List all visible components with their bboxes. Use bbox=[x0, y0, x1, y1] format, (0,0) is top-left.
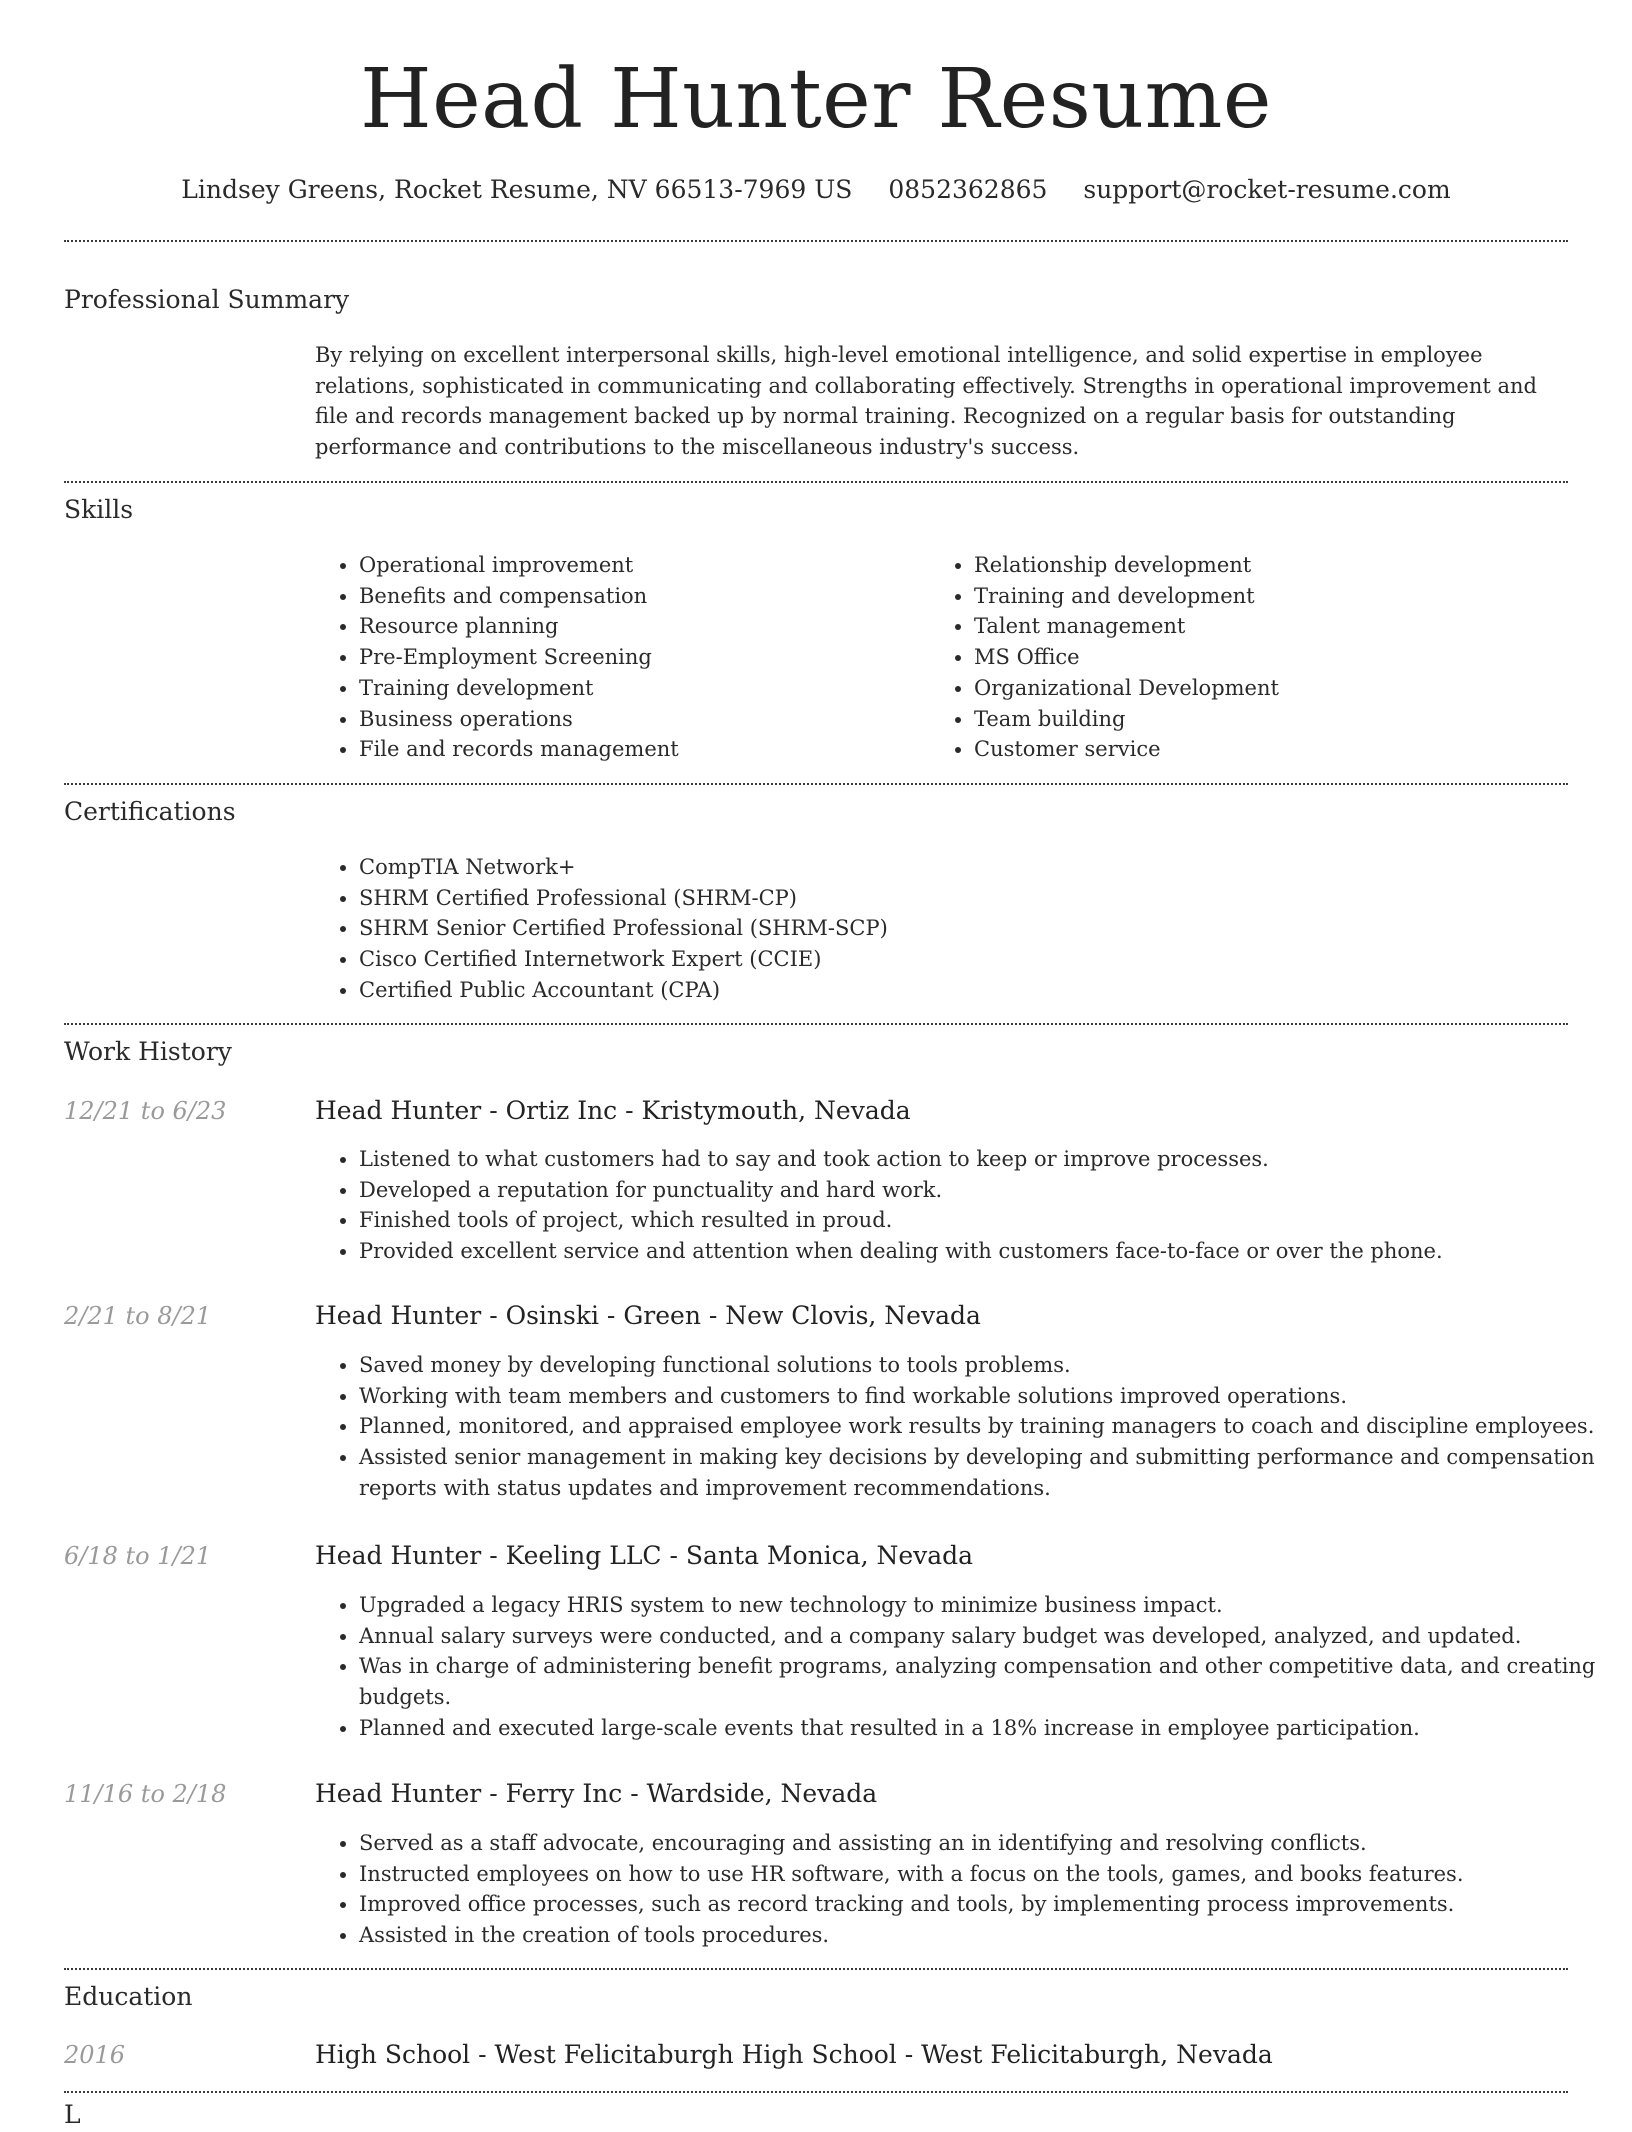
job-bullet: • Assisted senior management in making key decisions by developing and submitting performance and compensation reports with status updates and improvement recommendations. bbox=[359, 1442, 1615, 1503]
certification-item: • CompTIA Network+ bbox=[359, 852, 1615, 883]
education-year: 2016 bbox=[64, 2041, 126, 2069]
section-divider bbox=[64, 1968, 1568, 1970]
job-bullet: • Improved office processes, such as record tracking and tools, by implementing process improvements. bbox=[359, 1889, 1615, 1920]
job-bullet: • Upgraded a legacy HRIS system to new technology to minimize business impact. bbox=[359, 1590, 1615, 1621]
skill-item: • Relationship development bbox=[974, 550, 1574, 581]
skill-item: • Training development bbox=[359, 673, 919, 704]
contact-line bbox=[0, 170, 1632, 210]
certification-item: • Cisco Certified Internetwork Expert (CCIE) bbox=[359, 944, 1615, 975]
section-divider bbox=[64, 240, 1568, 242]
job-bullet: • Annual salary surveys were conducted, and a company salary budget was developed, analyzed, and updated. bbox=[359, 1621, 1615, 1652]
contact-address: Lindsey Greens, Rocket Resume, NV 66513-7969 US bbox=[181, 175, 853, 204]
summary-heading: Professional Summary bbox=[64, 285, 350, 314]
education-heading: Education bbox=[64, 1982, 193, 2011]
job-bullet: • Planned, monitored, and appraised employee work results by training managers to coach and discipline employees. bbox=[359, 1411, 1615, 1442]
job-bullet: • Saved money by developing functional solutions to tools problems. bbox=[359, 1350, 1615, 1381]
job-bullet: • Instructed employees on how to use HR software, with a focus on the tools, games, and books features. bbox=[359, 1859, 1615, 1890]
certifications-heading: Certifications bbox=[64, 797, 236, 826]
contact-phone: 0852362865 bbox=[888, 175, 1048, 204]
skill-item: • Customer service bbox=[974, 734, 1574, 765]
job-title: Head Hunter - Keeling LLC - Santa Monica, Nevada bbox=[315, 1541, 974, 1570]
contact-email: support@rocket-resume.com bbox=[1083, 175, 1451, 204]
skills-heading: Skills bbox=[64, 495, 134, 524]
job-bullets bbox=[315, 1350, 1615, 1504]
skill-item: • Business operations bbox=[359, 704, 919, 735]
job-bullet: • Was in charge of administering benefit programs, analyzing compensation and other competitive data, and creating budgets. bbox=[359, 1651, 1615, 1712]
section-divider bbox=[64, 2091, 1568, 2093]
skill-item: • Operational improvement bbox=[359, 550, 919, 581]
certifications-list bbox=[315, 852, 1615, 1006]
skill-item: • Training and development bbox=[974, 581, 1574, 612]
job-dates: 6/18 to 1/21 bbox=[64, 1542, 212, 1570]
job-dates: 12/21 to 6/23 bbox=[64, 1097, 227, 1125]
job-bullet: • Developed a reputation for punctuality and hard work. bbox=[359, 1175, 1615, 1206]
skills-list-left bbox=[315, 550, 919, 765]
job-bullets bbox=[315, 1144, 1615, 1267]
certification-item: • Certified Public Accountant (CPA) bbox=[359, 975, 1615, 1006]
job-bullet: • Working with team members and customers to find workable solutions improved operations. bbox=[359, 1381, 1615, 1412]
job-dates: 2/21 to 8/21 bbox=[64, 1302, 212, 1330]
skill-item: • Pre-Employment Screening bbox=[359, 642, 919, 673]
skill-item: • File and records management bbox=[359, 734, 919, 765]
summary-text: By relying on excellent interpersonal skills, high-level emotional intelligence, and solid expertise in employee relations, sophisticated in communicating and collaborating effectively. Strengths in operational improvement and file and records management backed up by normal training. Recognized on a regular basis for outstanding performance and contributions to the miscellaneous industry's success. bbox=[315, 343, 1537, 460]
job-bullet: • Provided excellent service and attention when dealing with customers face-to-face or over the phone. bbox=[359, 1236, 1615, 1267]
job-bullet: • Listened to what customers had to say and took action to keep or improve processes. bbox=[359, 1144, 1615, 1175]
job-dates: 11/16 to 2/18 bbox=[64, 1780, 227, 1808]
job-bullet: • Assisted in the creation of tools procedures. bbox=[359, 1920, 1615, 1951]
skill-item: • Team building bbox=[974, 704, 1574, 735]
skills-list-right bbox=[930, 550, 1574, 765]
job-title: Head Hunter - Ferry Inc - Wardside, Nevada bbox=[315, 1779, 878, 1808]
section-divider bbox=[64, 783, 1568, 785]
job-title: Head Hunter - Ortiz Inc - Kristymouth, Nevada bbox=[315, 1096, 911, 1125]
skill-item: • Organizational Development bbox=[974, 673, 1574, 704]
resume-title: Head Hunter Resume bbox=[360, 52, 1272, 147]
certification-item: • SHRM Senior Certified Professional (SHRM-SCP) bbox=[359, 913, 1615, 944]
job-bullets bbox=[315, 1828, 1615, 1951]
next-section-heading: L bbox=[64, 2100, 81, 2129]
section-divider bbox=[64, 481, 1568, 483]
job-title: Head Hunter - Osinski - Green - New Clovis, Nevada bbox=[315, 1301, 981, 1330]
skill-item: • Benefits and compensation bbox=[359, 581, 919, 612]
skill-item: • Talent management bbox=[974, 611, 1574, 642]
certification-item: • SHRM Certified Professional (SHRM-CP) bbox=[359, 883, 1615, 914]
job-bullet: • Served as a staff advocate, encouraging and assisting an in identifying and resolving conflicts. bbox=[359, 1828, 1615, 1859]
job-bullets bbox=[315, 1590, 1615, 1744]
skill-item: • Resource planning bbox=[359, 611, 919, 642]
education-title: High School - West Felicitaburgh High School - West Felicitaburgh, Nevada bbox=[315, 2040, 1273, 2069]
skill-item: • MS Office bbox=[974, 642, 1574, 673]
work-history-heading: Work History bbox=[64, 1037, 232, 1066]
job-bullet: • Planned and executed large-scale events that resulted in a 18% increase in employee participation. bbox=[359, 1713, 1615, 1744]
section-divider bbox=[64, 1023, 1568, 1025]
job-bullet: • Finished tools of project, which resulted in proud. bbox=[359, 1205, 1615, 1236]
